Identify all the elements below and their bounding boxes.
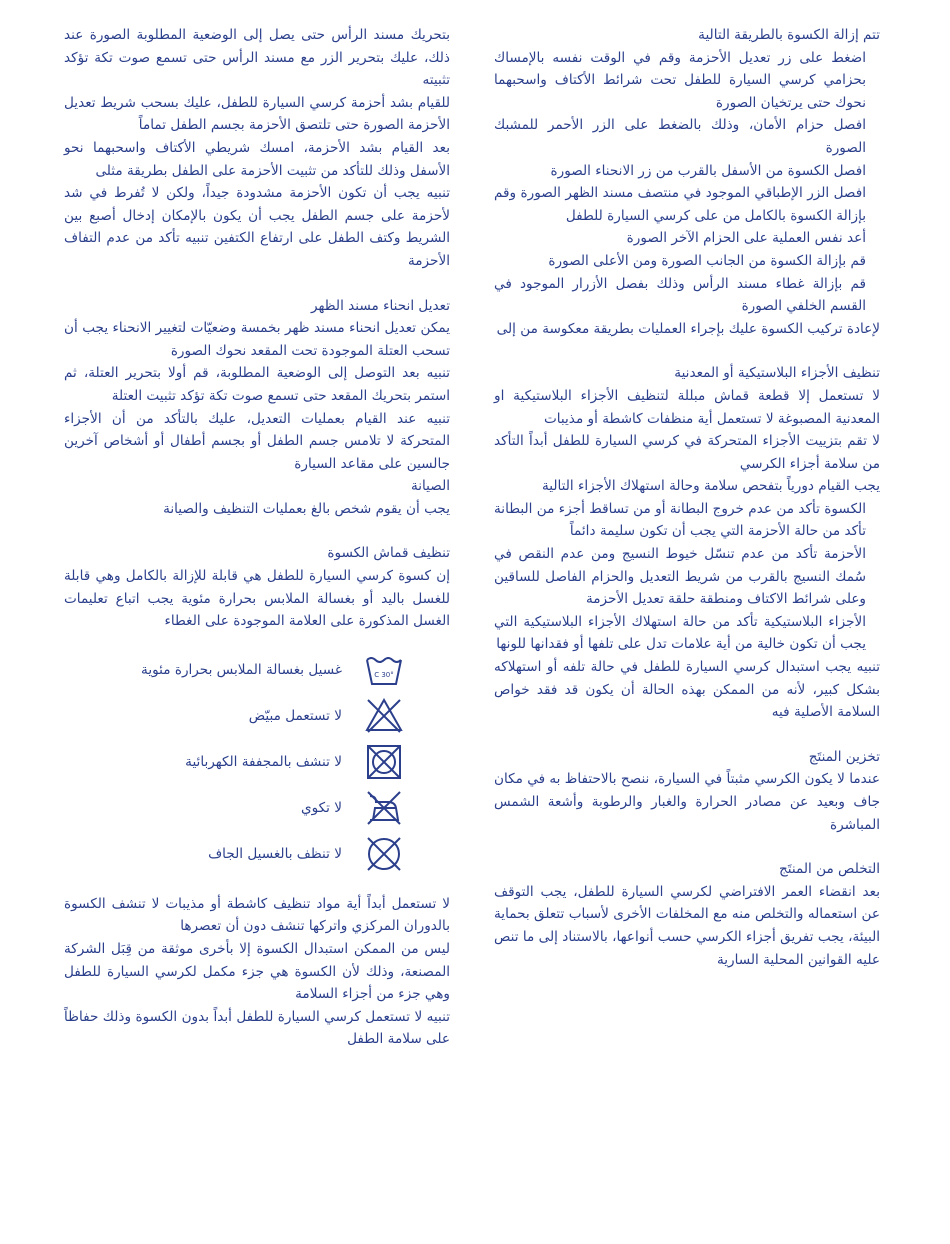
wash-temperature-label: 30° C [374, 670, 394, 679]
right-col-paragraph: اضغط على زر تعديل الأحزمة وقم في الوقت نفسه بالإمساك بحزامي كرسي السيارة للطفل تحت شرائط الأكتاف واسحبهما نحوك حتى يرتخيان الصورة [494, 49, 866, 111]
right-col-paragraph: افصل الزر الإطباقي الموجود في منتصف مسند الظهر الصورة وقم بإزالة الكسوة بالكامل من على كرسي السيارة للطفل [494, 185, 866, 224]
left-top-paragraph: تنبيه بعد التوصل إلى الوضعية المطلوبة، قم أولا بتحرير العتلة، ثم استمر بتحريك المقعد حتى تسمع صوت تكة تؤكد تثبيت العتلة [64, 365, 450, 404]
left-bottom-paragraph: ليس من الممكن استبدال الكسوة إلا بأخرى موثقة من قِبَل الشركة المصنعة، وذلك لأن الكسوة هي جزء مكمل لكرسي السيارة للطفل وهي جزء من أجزاء السلامة [64, 941, 450, 1003]
right-col-paragraph: افصل الكسوة من الأسفل بالقرب من زر الانحناء الصورة [550, 162, 866, 179]
care-symbol-row [64, 693, 450, 739]
no-tumble-dry-icon [364, 742, 404, 782]
right-col-spacer [494, 836, 880, 858]
right-col-paragraph: عندما لا يكون الكرسي مثبتاً في السيارة، ننصح بالاحتفاظ به في مكان جاف وبعيد عن مصادر الحرارة والغبار والرطوبة وأشعة الشمس المباشرة [494, 771, 880, 833]
care-symbol-label: لا تنظف بالغسيل الجاف [208, 845, 342, 862]
left-top-paragraph: إن كسوة كرسي السيارة للطفل هي قابلة للإزالة بالكامل وهي قابلة للغسل باليد أو بغسالة الملابس بحرارة مئوية يجب اتباع تعليمات الغسل المذكورة على العلامة الموجودة على الغطاء [64, 568, 450, 630]
no-bleach-icon [364, 696, 404, 736]
left-column [64, 24, 450, 1051]
left-top-spacer [64, 273, 450, 295]
no-iron-icon [364, 788, 404, 828]
right-col-paragraph: أعد نفس العملية على الحزام الآخر الصورة [626, 230, 866, 247]
care-symbol-label: لا تكوي [300, 799, 342, 816]
left-column-bottom [64, 893, 450, 1051]
right-col-paragraph: يجب القيام دورياً بتفحص سلامة وحالة استهلاك الأجزاء التالية [542, 478, 880, 495]
left-top-paragraph: يمكن تعديل انحناء مسند ظهر بخمسة وضعيّات لتغيير الانحناء يجب أن تسحب العتلة الموجودة تحت المقعد نحوك الصورة [64, 320, 450, 359]
left-top-paragraph: بعد القيام بشد الأحزمة، امسك شريطي الأكتاف واسحبهما نحو الأسفل وذلك للتأكد من تثبيت الأحزمة على الطفل بطريقة مثلى [64, 139, 450, 179]
care-symbol-row [64, 647, 450, 693]
right-col-paragraph: قم بإزالة الكسوة من الجانب الصورة ومن الأعلى الصورة [548, 252, 866, 269]
right-col-paragraph: تتم إزالة الكسوة بالطريقة التالية [698, 27, 880, 43]
left-top-paragraph: تنبيه يجب أن تكون الأحزمة مشدودة جيداً، ولكن لا تُفرط في شد لأحزمة على جسم الطفل يجب أن يكون بالإمكان إدخال أصبع بين الشريط وكتف الطفل على ارتفاع الكتفين تنبيه تأكد من عدم التفاف الأحزمة [64, 185, 450, 269]
left-top-paragraph: تعديل انحناء مسند الظهر [311, 297, 450, 314]
care-symbol-row [64, 831, 450, 877]
right-col-paragraph: الأحزمة تأكد من عدم تنسّل خيوط النسيج ومن عدم النقص في سُمك النسيج بالقرب من شريط التعديل والحزام الفاصل للساقين وعلى شرائط الاكتاف ومنطقة حلقة تعديل الأحزمة [494, 546, 866, 608]
right-col-paragraph: لا تستعمل إلا قطعة قماش مبللة لتنظيف الأجزاء البلاستيكية او المعدنية المصبوغة لا تستعمل أية منظفات كاشطة أو مذيبات [494, 387, 880, 427]
left-bottom-paragraph: لا تستعمل أبداً أية مواد تنظيف كاشطة أو مذيبات لا تنشف الكسوة بالدوران المركزي واتركها تنشف دون أن تعصرها [64, 895, 450, 935]
right-col-spacer [494, 724, 880, 746]
right-column [494, 24, 880, 971]
right-col-paragraph: الكسوة تأكد من عدم خروج البطانة أو من تساقط أجزء من البطانة تأكد من حالة الأحزمة التي يجب أن تكون سليمة دائماً [494, 500, 866, 540]
right-col-paragraph: تنظيف الأجزاء البلاستيكية أو المعدنية [674, 365, 880, 382]
left-column-top [64, 24, 450, 633]
right-col-paragraph: لا تقم بتزييت الأجزاء المتحركة في كرسي السيارة للطفل أبداً التأكد من سلامة أجزاء الكرسي [494, 433, 880, 472]
care-symbols-list [64, 647, 450, 877]
left-top-paragraph: للقيام بشد أحزمة كرسي السيارة للطفل، عليك بسحب شريط تعديل الأحزمة الصورة حتى تلتصق الأحزمة بجسم الطفل تماماً [64, 94, 450, 134]
care-symbol-row [64, 739, 450, 785]
right-col-spacer [494, 340, 880, 362]
care-symbol-label: لا تنشف بالمجففة الكهربائية [185, 753, 342, 770]
right-col-paragraph: تنبيه يجب استبدال كرسي السيارة للطفل في حالة تلفه أو استهلاكه بشكل كبير، لأنه من الممكن بهذه الحالة أن يكون قد فقد خواص السلامة الأصلية فيه [494, 659, 880, 721]
care-symbol-row [64, 785, 450, 831]
left-top-spacer [64, 520, 450, 542]
no-dry-clean-icon [364, 834, 404, 874]
left-top-paragraph: بتحريك مسند الرأس حتى يصل إلى الوضعية المطلوبة الصورة عند ذلك، عليك بتحرير الزر مع مسند الرأس حتى تسمع صوت تكة تؤكد تثبيته [64, 27, 450, 89]
left-top-paragraph: تنبيه عند القيام بعمليات التعديل، عليك بالتأكد من أن الأجزاء المتحركة لا تلامس جسم الطفل أو بجسم أطفال أو أشخاص آخرين جالسين على مقاعد السيارة [64, 410, 450, 472]
right-col-paragraph: التخلص من المنتَج [779, 861, 880, 878]
right-col-paragraph: افصل حزام الأمان، وذلك بالضغط على الزر الأحمر للمشبك الصورة [494, 117, 866, 156]
wash-tub-30c-icon [364, 650, 404, 690]
right-col-paragraph: بعد انقضاء العمر الافتراضي لكرسي السيارة للطفل، يجب التوقف عن استعماله والتخلص منه مع المخلفات الأخرى لأسباب تتعلق بحماية البيئة، يجب تفريق أجزاء الكرسي حسب أنواعها، بالاستناد إلى ما تنص عليه القوانين المحلية السارية [494, 883, 880, 968]
care-symbol-label: غسيل بغسالة الملابس بحرارة مئوية [141, 661, 342, 678]
right-col-paragraph: تخزين المنتَج [808, 748, 880, 765]
left-top-paragraph: يجب أن يقوم شخص بالغ بعمليات التنظيف والصيانة [163, 500, 450, 517]
right-col-paragraph: قم بإزالة غطاء مسند الرأس وذلك بفصل الأزرار الموجود في القسم الخلفي الصورة [494, 275, 866, 315]
left-top-paragraph: الصيانة [410, 478, 450, 495]
left-bottom-paragraph: تنبيه لا تستعمل كرسي السيارة للطفل أبداً بدون الكسوة وذلك حفاظاً على سلامة الطفل [64, 1008, 450, 1048]
right-col-paragraph: الأجزاء البلاستيكية تأكد من حالة استهلاك الأجزاء البلاستيكية التي يجب أن تكون خالية من أية علامات تدل على تلفها أو فقدانها للونها [494, 613, 866, 653]
right-col-paragraph: لإعادة تركيب الكسوة عليك بإجراء العمليات بطريقة معكوسة من إلى [496, 320, 880, 337]
left-top-paragraph: تنظيف قماش الكسوة [327, 545, 450, 562]
care-symbol-label: لا تستعمل مبيّض [248, 707, 342, 724]
